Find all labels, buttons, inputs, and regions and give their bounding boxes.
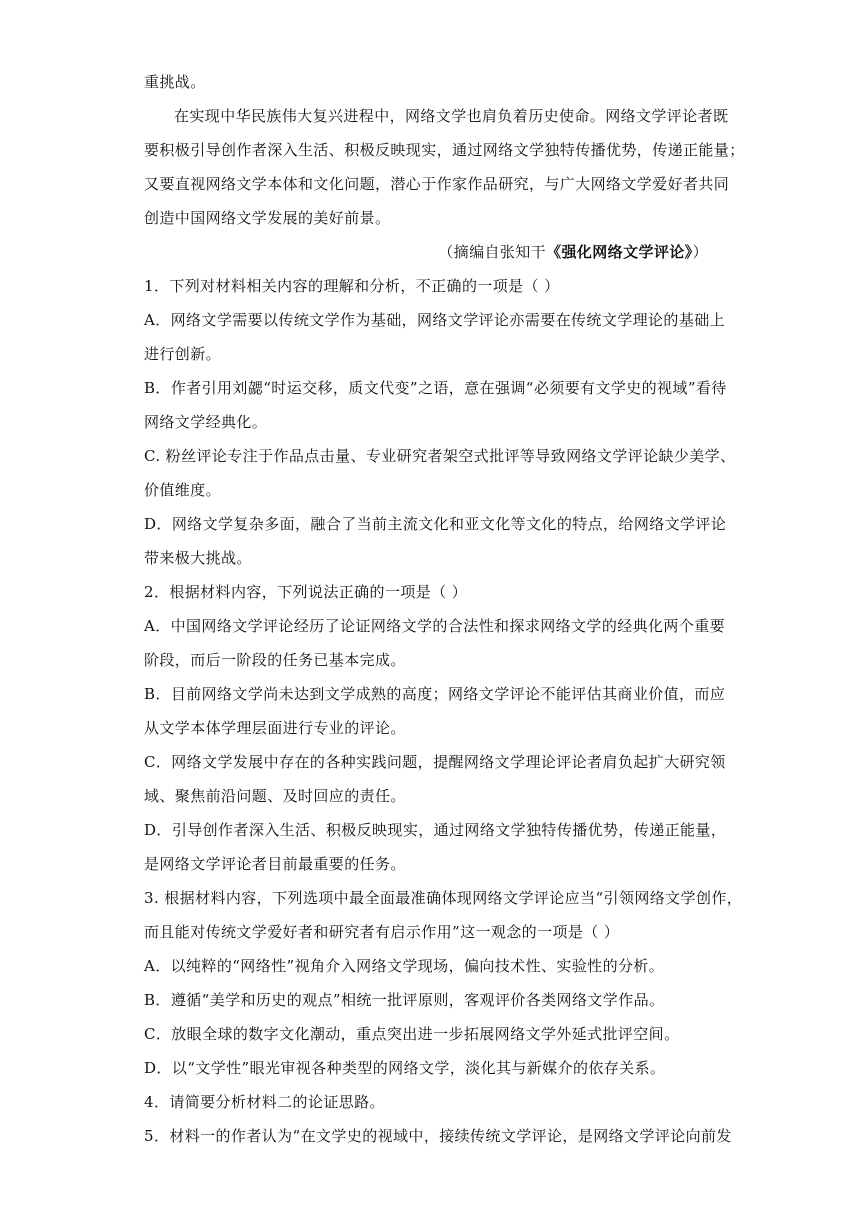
question-3-option-a: A．以纯粹的“网络性”视角介入网络文学现场，偏向技术性、实验性的分析。: [144, 957, 665, 975]
source-citation: [0, 242, 708, 262]
source-suffix: ）: [692, 243, 708, 261]
question-2-option-c: C．网络文学发展中存在的各种实践问题，提醒网络文学理论评论者肩负起扩大研究领: [144, 753, 726, 771]
question-2-stem: 2．根据材料内容，下列说法正确的一项是（ ）: [144, 583, 468, 601]
question-1-option-b: B．作者引用刘勰“时运交移，质文代变”之语，意在强调“必须要有文学史的视域”看待: [144, 379, 727, 397]
passage-line: 创造中国网络文学发展的美好前景。: [144, 209, 391, 227]
question-1-option-c: C. 粉丝评论专注于作品点击量、专业研究者架空式批评等导致网络文学评论缺少美学、: [144, 447, 736, 465]
question-4-stem: 4．请简要分析材料二的论证思路。: [144, 1093, 385, 1111]
passage-line: 要积极引导创作者深入生活、积极反映现实，通过网络文学独特传播优势，传递正能量；: [144, 141, 745, 159]
question-1-option-b-cont: 网络文学经典化。: [144, 413, 268, 431]
question-3-option-b: B．遵循“美学和历史的观点”相统一批评原则，客观评价各类网络文学作品。: [144, 991, 665, 1009]
source-prefix: （摘编自张知干: [438, 243, 547, 261]
question-3-option-c: C．放眼全球的数字文化潮动，重点突出进一步拓展网络文学外延式批评空间。: [144, 1025, 680, 1043]
question-2-option-d-cont: 是网络文学评论者目前最重要的任务。: [144, 855, 406, 873]
question-5-stem: 5．材料一的作者认为“在文学史的视域中，接续传统文学评论，是网络文学评论向前发: [144, 1127, 732, 1145]
question-1-option-a: A．网络文学需要以传统文学作为基础，网络文学评论亦需要在传统文学理论的基础上: [144, 311, 726, 329]
question-2-option-d: D．引导创作者深入生活、积极反映现实，通过网络文学独特传播优势，传递正能量，: [144, 821, 727, 839]
question-2-option-a: A．中国网络文学评论经历了论证网络文学的合法性和探求网络文学的经典化两个重要: [144, 617, 726, 635]
question-1-stem: 1．下列对材料相关内容的理解和分析，不正确的一项是（ ）: [144, 277, 560, 295]
question-1-option-d-cont: 带来极大挑战。: [144, 549, 252, 567]
question-1-option-d: D．网络文学复杂多面，融合了当前主流文化和亚文化等文化的特点，给网络文学评论: [144, 515, 727, 533]
question-2-option-b-cont: 从文学本体学理层面进行专业的评论。: [144, 719, 406, 737]
question-3-stem-cont: 而且能对传统文学爱好者和研究者有启示作用”这一观念的一项是（ ）: [144, 923, 620, 941]
question-2-option-a-cont: 阶段，而后一阶段的任务已基本完成。: [144, 651, 406, 669]
passage-line: 又要直视网络文学本体和文化问题，潜心于作家作品研究，与广大网络文学爱好者共同: [144, 175, 730, 193]
question-2-option-b: B．目前网络文学尚未达到文学成熟的高度；网络文学评论不能评估其商业价值，而应: [144, 685, 726, 703]
passage-line: 在实现中华民族伟大复兴进程中，网络文学也肩负着历史使命。网络文学评论者既: [174, 107, 729, 125]
question-1-option-c-cont: 价值维度。: [144, 481, 222, 499]
passage-line: 重挑战。: [144, 73, 206, 91]
source-title: 《强化网络文学评论》: [546, 243, 693, 261]
question-3-stem: 3. 根据材料内容，下列选项中最全面最准确体现网络文学评论应当“引领网络文学创作，: [144, 889, 743, 907]
question-2-option-c-cont: 域、聚焦前沿问题、及时回应的责任。: [144, 787, 406, 805]
question-1-option-a-cont: 进行创新。: [144, 345, 222, 363]
question-3-option-d: D．以“文学性”眼光审视各种类型的网络文学，淡化其与新媒介的依存关系。: [144, 1059, 666, 1077]
